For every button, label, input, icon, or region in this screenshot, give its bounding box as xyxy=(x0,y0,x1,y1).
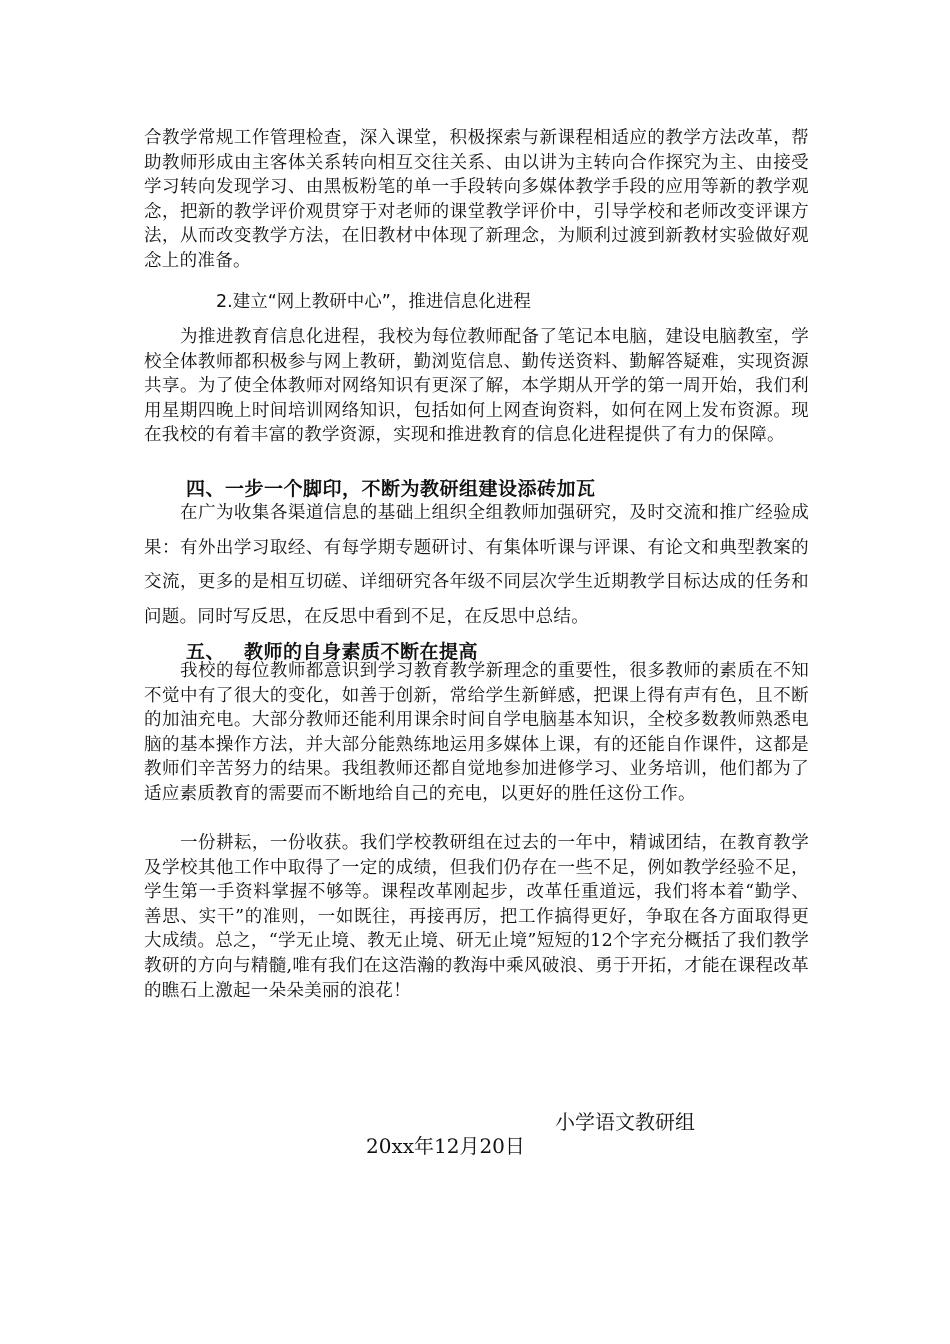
paragraph-teaching-reform: 合教学常规工作管理检查，深入课堂，积极探索与新课程相适应的教学方法改革，帮助教师形成由主客体关系转向相互交往关系、由以讲为主转向合作探究为主、由接受学习转向发现学习、由黑板粉笔的单一手段转向多媒体教学手段的应用等新的教学观念，把新的教学评价观贯穿于对老师的课堂教学评价中，引导学校和老师改变评课方法，从而改变教学方法，在旧教材中体现了新理念，为顺利过渡到新教材实验做好观念上的准备。 xyxy=(144,128,809,271)
section-5-number: 五、 xyxy=(186,641,226,663)
paragraph-network-informatization: 为推进教育信息化进程，我校为每位教师配备了笔记本电脑，建设电脑教室，学校全体教师都积极参与网上教研，勤浏览信息、勤传送资料、勤解答疑难，实现资源共享。为了使全体教师对网络知识有更深了解，本学期从开学的第一周开始，我们利用星期四晚上时间培训网络知识，包括如何上网查询资料，如何在网上发布资源。现在我校的有着丰富的教学资源，实现和推进教育的信息化进程提供了有力的保障。 xyxy=(144,327,809,446)
section-heading-4: 四、一步一个脚印，不断为教研组建设添砖加瓦 xyxy=(186,478,596,500)
paragraph-section-4: 在广为收集各渠道信息的基础上组织全组教师加强研究，及时交流和推广经验成果：有外出学习取经、有每学期专题研讨、有集体听课与评课、有论文和典型教案的交流，更多的是相互切磋、详细研究各年级不同层次学生近期教学目标达成的任务和问题。同时写反思，在反思中看到不足，在反思中总结。 xyxy=(144,503,809,627)
signature-group-name: 小学语文教研组 xyxy=(555,1110,695,1134)
paragraph-conclusion: 一份耕耘，一份收获。我们学校教研组在过去的一年中，精诚团结，在教育教学及学校其他工作中取得了一定的成绩，但我们仍存在一些不足，例如教学经验不足，学生第一手资料掌握不够等。课程改革刚起步，改革任重道远，我们将本着“勤学、善思、实干”的准则，一如既往，再接再厉，把工作搞得更好，争取在各方面取得更大成绩。总之，“学无止境、教无止境、研无止境”短短的12个字充分概括了我们教学教研的方向与精髓,唯有我们在这浩瀚的教海中乘风破浪、勇于开拓，才能在课程改革的瞧石上激起一朵朵美丽的浪花！ xyxy=(144,833,809,1001)
paragraph-section-5: 我校的每位教师都意识到学习教育教学新理念的重要性，很多教师的素质在不知不觉中有了很大的变化，如善于创新，常给学生新鲜感，把课上得有声有色，且不断的加油充电。大部分教师还能利用课余时间自学电脑基本知识，全校多数教师熟悉电脑的基本操作方法，并大部分能熟练地运用多媒体上课，有的还能自作课件，这都是教师们辛苦努力的结果。我组教师还都自觉地参加进修学习、业务培训，他们都为了适应素质教育的需要而不断地给自己的充电，以更好的胜任这份工作。 xyxy=(144,661,809,804)
section-5-title: 教师的自身素质不断在提高 xyxy=(244,641,479,663)
subheading-online-research-center: 2.建立“网上教研中心”，推进信息化进程 xyxy=(216,292,531,312)
document-date: 20xx年12月20日 xyxy=(366,1134,525,1158)
